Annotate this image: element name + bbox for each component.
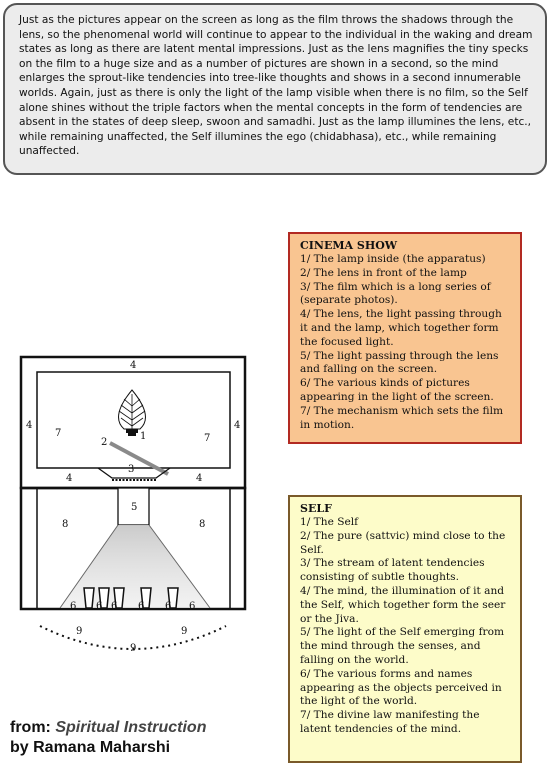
picture-icon bbox=[84, 588, 94, 608]
light-beam bbox=[60, 525, 210, 608]
label-7-left: 7 bbox=[55, 428, 62, 439]
credit-author: by Ramana Maharshi bbox=[10, 739, 171, 756]
label-6: 6 bbox=[138, 601, 145, 612]
label-8-left: 8 bbox=[62, 519, 69, 530]
cinema-item: 7/ The mechanism which sets the film in motion. bbox=[300, 404, 504, 431]
cinema-item: 5/ The light passing through the lens and falling on the screen. bbox=[300, 349, 499, 376]
cinema-show-title: CINEMA SHOW bbox=[300, 239, 398, 252]
self-item: 1/ The Self bbox=[300, 516, 359, 528]
self-item: 7/ The divine law manifesting the latent tendencies of the mind. bbox=[300, 709, 480, 735]
label-6: 6 bbox=[70, 601, 77, 612]
self-item: 6/ The various forms and names appearing as the objects perceived in the light of the world. bbox=[300, 667, 502, 708]
label-6: 6 bbox=[111, 601, 118, 612]
label-4-bottom-left: 4 bbox=[66, 473, 73, 484]
cinema-diagram bbox=[0, 350, 270, 680]
quote-box bbox=[3, 3, 547, 175]
self-item: 2/ The pure (sattvic) mind close to the Self. bbox=[300, 529, 506, 556]
label-1: 1 bbox=[140, 431, 147, 442]
credit-book-title: Spiritual Instruction bbox=[55, 719, 207, 736]
cinema-item: 6/ The various kinds of pictures appearing in the light of the screen. bbox=[300, 377, 494, 403]
cinema-show-box bbox=[288, 232, 522, 444]
quote-text: Just as the pictures appear on the screen as long as the film throws the shadows through the lens, so the phenomenal world will continue to appear to the individual in the waking and dream states as long as there are latent mental impressions. Just as the lens magnifies the tiny specks on the film to a huge size and as a number of pictures are shown in a second, so the mind enlarges the sprout-like tendencies into tree-like thoughts and shows in a second innumerable worlds. Again, just as there is only the light of the lamp visible when there is no film, so the Self alone shines without the triple factors when the mental concepts in the form of tendencies are absent in the states of deep sleep, swoon and samadhi. Just as the lamp illumines the lens, etc., while remaining unaffected, the Self illumines the ego (chidabhasa), etc., while remaining unaffected. bbox=[19, 14, 533, 158]
credit-from-label: from: bbox=[10, 719, 51, 736]
label-6: 6 bbox=[96, 601, 103, 612]
label-4-right: 4 bbox=[234, 420, 241, 431]
cinema-item: 2/ The lens in front of the lamp bbox=[300, 266, 467, 279]
label-6: 6 bbox=[189, 601, 196, 612]
label-4-left: 4 bbox=[26, 420, 33, 431]
self-title: SELF bbox=[300, 502, 332, 515]
label-9-right: 9 bbox=[181, 626, 188, 637]
label-9-middle: 9 bbox=[130, 643, 137, 654]
label-8-right: 8 bbox=[199, 519, 206, 530]
label-2: 2 bbox=[101, 437, 108, 448]
lens-bar bbox=[110, 443, 168, 474]
label-6: 6 bbox=[165, 601, 172, 612]
label-5: 5 bbox=[131, 502, 138, 513]
label-7-right: 7 bbox=[204, 433, 211, 444]
label-9-left: 9 bbox=[76, 626, 83, 637]
cinema-item: 4/ The lens, the light passing through it and the lamp, which together form the focused light. bbox=[300, 308, 502, 348]
lamp-icon bbox=[119, 390, 146, 436]
label-3: 3 bbox=[128, 464, 135, 475]
self-box bbox=[288, 495, 522, 763]
cinema-item: 1/ The lamp inside (the apparatus) bbox=[300, 253, 486, 265]
label-4-top: 4 bbox=[130, 360, 137, 371]
self-item: 4/ The mind, the illumination of it and the Self, which together form the seer or the Jiva. bbox=[300, 584, 506, 625]
self-item: 5/ The light of the Self emerging from the mind through the senses, and falling on the world. bbox=[300, 626, 504, 666]
label-4-bottom-right: 4 bbox=[196, 473, 203, 484]
self-item: 3/ The stream of latent tendencies consisting of subtle thoughts. bbox=[300, 557, 485, 584]
credit bbox=[10, 718, 206, 758]
cinema-item: 3/ The film which is a long series of (separate photos). bbox=[300, 280, 491, 307]
